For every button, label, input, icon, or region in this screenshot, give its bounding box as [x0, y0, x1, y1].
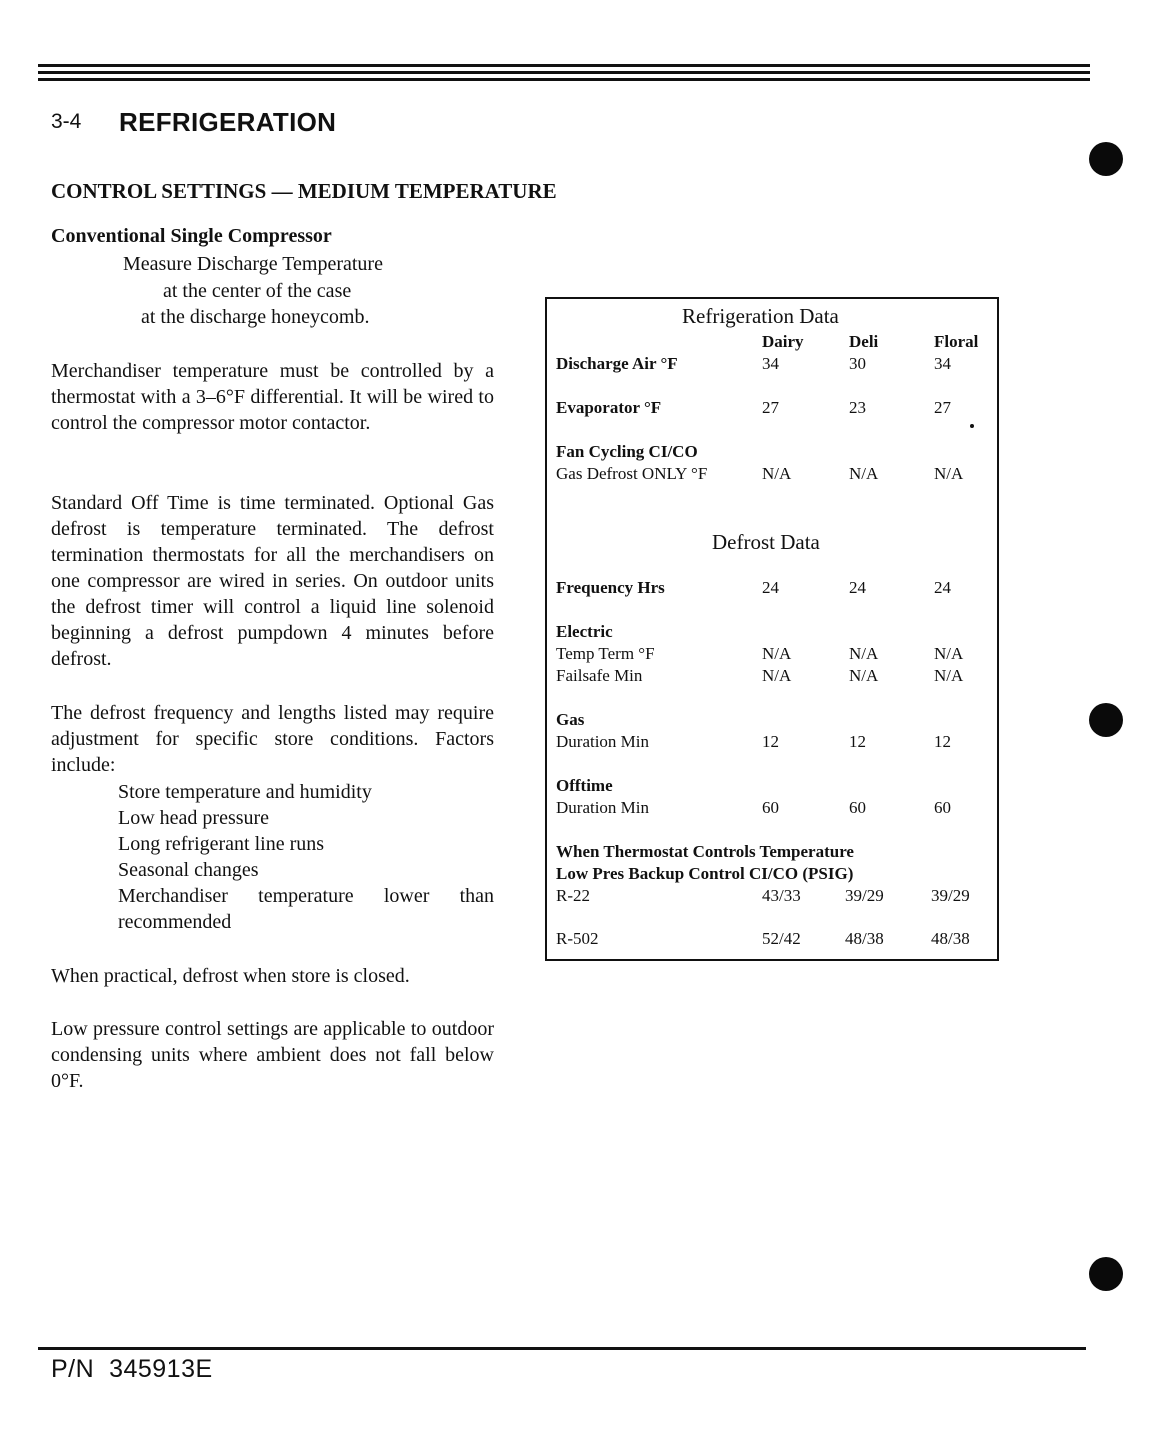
refrigeration-data-table: [545, 297, 999, 961]
measure-line: at the center of the case: [163, 280, 352, 302]
thermostat-note-line1: When Thermostat Controls Temperature: [556, 842, 854, 861]
column-header-deli: Deli: [849, 332, 879, 351]
table-cell: 39/29: [845, 886, 884, 905]
row-label-fan-cycling: Fan Cycling CI/CO: [556, 442, 698, 461]
table-cell: N/A: [934, 644, 964, 663]
bottom-rule: [38, 1347, 1086, 1350]
row-label-electric: Electric: [556, 622, 613, 641]
table-cell: 24: [849, 578, 866, 597]
section-title: REFRIGERATION: [119, 107, 337, 137]
row-label-r22: R-22: [556, 886, 590, 905]
table-cell: 24: [762, 578, 779, 597]
list-item: Low head pressure: [118, 807, 270, 829]
top-rule-3: [38, 78, 1090, 81]
section-number: 3-4: [51, 110, 82, 133]
row-label-temp-term: Temp Term °F: [556, 644, 655, 663]
top-rule-2: [38, 71, 1090, 74]
table-cell: 60: [934, 798, 951, 817]
table-cell: 60: [849, 798, 866, 817]
row-label-evaporator: Evaporator °F: [556, 398, 662, 417]
thermostat-note-line2: Low Pres Backup Control CI/CO (PSIG): [556, 864, 854, 883]
paragraph-low-pressure: Low pressure control settings are applicable to outdoor condensing units where ambient does not fall below 0°F.: [51, 1018, 494, 1092]
row-label-failsafe: Failsafe Min: [556, 666, 643, 685]
punch-hole: [1089, 1257, 1123, 1291]
table-cell: 39/29: [931, 886, 970, 905]
table-cell: 27: [762, 398, 779, 417]
column-header-floral: Floral: [934, 332, 979, 351]
refrigeration-data-title: Refrigeration Data: [682, 304, 839, 328]
table-cell: N/A: [762, 464, 792, 483]
table-cell: N/A: [934, 666, 964, 685]
table-cell: 60: [762, 798, 779, 817]
table-cell: 34: [934, 354, 951, 373]
table-cell: 48/38: [845, 929, 884, 948]
top-rule-1: [38, 64, 1090, 67]
table-cell: N/A: [934, 464, 964, 483]
measure-line: at the discharge honeycomb.: [141, 306, 370, 328]
column-header-dairy: Dairy: [762, 332, 804, 351]
part-number: P/N 345913E: [51, 1355, 213, 1383]
list-item: Seasonal changes: [118, 859, 259, 881]
defrost-data-title: Defrost Data: [712, 530, 820, 554]
table-cell: N/A: [849, 666, 879, 685]
row-label-r502: R-502: [556, 929, 599, 948]
punch-hole: [1089, 142, 1123, 176]
list-item: Long refrigerant line runs: [118, 833, 325, 855]
row-label-discharge-air: Discharge Air °F: [556, 354, 678, 373]
table-cell: 23: [849, 398, 866, 417]
subheading: Conventional Single Compressor: [51, 225, 332, 247]
row-label-offtime: Offtime: [556, 776, 613, 795]
paragraph-thermostat: Merchandiser temperature must be controlled by a thermostat with a 3–6°F differential. It will be wired to control the compressor motor contactor.: [51, 360, 494, 434]
measure-line: Measure Discharge Temperature: [123, 253, 383, 275]
table-cell: 12: [849, 732, 866, 751]
table-cell: N/A: [762, 666, 792, 685]
table-cell: N/A: [849, 644, 879, 663]
table-cell: 24: [934, 578, 951, 597]
table-cell: N/A: [762, 644, 792, 663]
row-label-frequency: Frequency Hrs: [556, 578, 665, 597]
list-item: Store temperature and humidity: [118, 781, 372, 803]
row-label-gas-duration: Duration Min: [556, 732, 650, 751]
table-cell: 12: [934, 732, 951, 751]
page-heading: CONTROL SETTINGS — MEDIUM TEMPERATURE: [51, 179, 557, 203]
table-cell: 43/33: [762, 886, 801, 905]
paragraph-defrost-frequency: The defrost frequency and lengths listed may require adjustment for specific store conditions. Factors include:: [51, 702, 494, 776]
list-item: Merchandiser temperature lower than recommended: [118, 885, 494, 933]
punch-hole: [1089, 703, 1123, 737]
row-label-offtime-duration: Duration Min: [556, 798, 650, 817]
table-cell: 34: [762, 354, 779, 373]
table-cell: 48/38: [931, 929, 970, 948]
paragraph-off-time: Standard Off Time is time terminated. Optional Gas defrost is temperature terminated. The defrost termination thermostats for all the merchandisers on one compressor are wired in series. On outdoor units the defrost timer will control a liquid line solenoid beginning a defrost pumpdown 4 minutes before defrost.: [51, 492, 494, 670]
table-cell: 12: [762, 732, 779, 751]
table-cell: 30: [849, 354, 866, 373]
table-cell: 27: [934, 398, 951, 417]
table-cell: N/A: [849, 464, 879, 483]
table-cell: 52/42: [762, 929, 801, 948]
row-label-gas-defrost-only: Gas Defrost ONLY °F: [556, 464, 708, 483]
paragraph-defrost-closed: When practical, defrost when store is closed.: [51, 965, 410, 987]
row-label-gas: Gas: [556, 710, 585, 729]
scan-speck: [970, 424, 974, 428]
factors-list: [118, 779, 494, 935]
